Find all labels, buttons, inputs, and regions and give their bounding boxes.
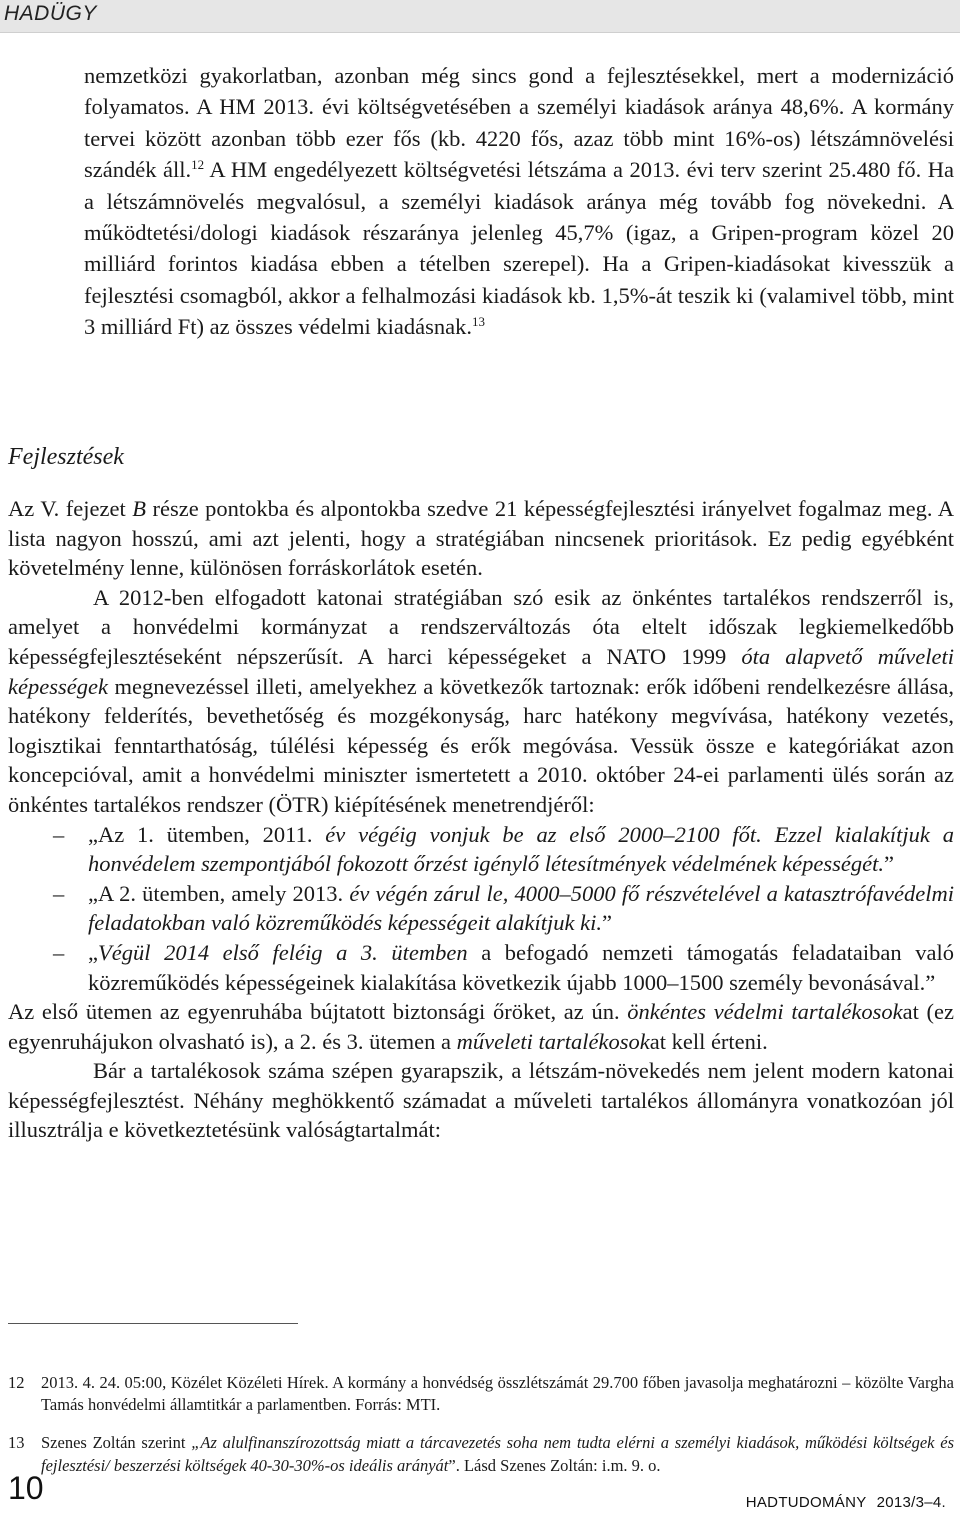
intro-text-part2: A HM engedélyezett költségvetési létszáma a 2013. évi terv szerint 25.480 fő. Ha a létszámnövelés megvalósul, a személyi kiadások aránya még tovább fog növekedni. A működtetési/dologi kiadások részaránya jelenleg 45,7% (igaz, a Gripen-program közel 20 milliárd forintos kiadása ebben a tételben szerepel). Ha a Gripen-kiadásokat kivesszük a fejlesztési csomagból, akkor a felhalmozási kiadások kb. 1,5%-át teszik ki (valamivel több, mint 3 milliárd Ft) az összes védelmi kiadásnak. (84, 157, 954, 340)
journal-name: HADTUDOMÁNY (745, 1494, 867, 1511)
footnote-divider (8, 1323, 298, 1324)
item2-text-c: ” (602, 910, 613, 936)
paragraph-2 (8, 583, 954, 820)
item3-text-a: „ (88, 939, 98, 965)
p2-text-a: A 2012-ben elfogadott katonai stratégiában szó esik az önkéntes tartalékos rendszerről is, amelyet a honvédelmi kormányzat a rendszerváltozás óta eltelt időszak legkiemelkedőbb képességfejlesztéseként népszerűsít. A harci képességeket a NATO 1999 (8, 584, 954, 669)
header-label: HADÜGY (4, 2, 97, 25)
item2-text-a: „A 2. ütemben, amely 2013. (88, 880, 350, 906)
journal-footer (736, 1494, 946, 1511)
footnote-number: 13 (8, 1433, 25, 1453)
paragraph-3 (8, 997, 954, 1056)
p1-text-b: B (132, 496, 146, 521)
p2-text-c: megnevezéssel illeti, amelyekhez a következők tartoznak: erők időbeni rendelkezésre állása, hatékony felderítés, bevethetőség és mozgékonyság, harc hatékony megvívása, hatékony vezetés, logisztikai fenntarthatóság, túlélési képesség és erők megóvása. Vessük össze e kategóriákat azon koncepcióval, amit a honvédelmi miniszter ismertetett a 2010. október 24-ei parlamenti ülés során az önkéntes tartalékos rendszer (ÖTR) kiépítésének menetrendjéről: (8, 673, 954, 817)
footnote-ref-13: 13 (472, 314, 486, 330)
p3-text-a: Az első ütemen az egyenruhába bújtatott biztonsági őröket, az ún. (8, 999, 628, 1025)
fn13-text-a: Szenes Zoltán szerint (41, 1433, 192, 1453)
item3-text-b: Végül 2014 első feléig a 3. ütemben (98, 939, 468, 965)
item2-text-b: év végén zárul le, 4000–5000 fő részvételével a katasztrófavédelmi feladatokban való közreműködés képességeit alakítjuk ki. (88, 880, 954, 936)
intro-paragraph (84, 60, 954, 343)
footnote-number: 12 (8, 1372, 25, 1392)
section-title: Fejlesztések (8, 444, 124, 470)
footnotes (8, 1355, 954, 1477)
fn13-text-b: „Az alulfinanszírozottság miatt a tárcavezetés soha nem tudta elérni a személyi kiadások, működési költségek és fejlesztési/ beszerzési költségek 40-30-30%-os ideális arányát (41, 1433, 954, 1475)
item3-text-c: a befogadó nemzeti támogatás feladataiban való közreműködés képességeinek kialakítása következik újabb 1000–1500 személy bevonásával.” (88, 939, 954, 995)
running-header (0, 0, 960, 33)
dash-marker: – (53, 821, 65, 847)
p3-text-e: at kell érteni. (649, 1028, 768, 1054)
paragraph-4: Bár a tartalékosok száma szépen gyarapszik, a létszám-növekedés nem jelent modern katonai képességfejlesztést. Néhány meghökkentő számadat a műveleti tartalékos állományra vonatkozóan jól illusztrálja e következtetésünk valóságtartalmát: (8, 1058, 954, 1143)
dash-marker: – (53, 939, 65, 965)
p3-text-d: műveleti tartalékosok (456, 1028, 650, 1054)
intro-text-part1: nemzetközi gyakorlatban, azonban még sincs gond a fejlesztésekkel, mert a modernizáció folyamatos. A HM 2013. évi költségvetésében a személyi kiadások aránya 48,6%. A kormány tervei között azonban több ezer fős (kb. 4220 fős, azaz több mint 16%-os) létszámnövelési szándék áll. (84, 63, 954, 183)
footnote-12 (8, 1372, 954, 1416)
body-text (8, 494, 954, 1145)
paragraph-1 (8, 494, 954, 583)
list-item-3 (8, 938, 954, 997)
p1-text-a: Az V. fejezet (8, 496, 133, 521)
dash-marker: – (53, 880, 65, 906)
footnote-text: 2013. 4. 24. 05:00, Közélet Közéleti Hírek. A kormány a honvédség összlétszámát 29.700 főben javasolja meghatározni – közölte Vargha Tamás honvédelmi államtitkár a parlamentben. Forrás: MTI. (41, 1372, 954, 1414)
item1-text-b: év végéig vonjuk be az első 2000–2100 főt. Ezzel kialakítjuk a honvédelem szempontjából fokozott őrzést igénylő létesítmények védelmének képességét. (88, 821, 954, 877)
list-item-1 (8, 820, 954, 879)
item1-text-a: „Az 1. ütemben, 2011. (88, 821, 326, 847)
intro-text (84, 60, 954, 343)
item1-text-c: ” (883, 851, 894, 877)
list-item-2 (8, 879, 954, 938)
footnote-ref-12: 12 (191, 157, 205, 173)
p3-text-c: at (ez egyenruhájukon olvasható is), a 2. és 3. ütemen a (8, 999, 954, 1054)
fn13-text-c: ”. Lásd Szenes Zoltán: i.m. 9. o. (448, 1455, 661, 1475)
p2-text-b: óta alapvető műveleti képességek (8, 643, 954, 699)
journal-issue: 2013/3–4. (876, 1494, 946, 1511)
page-number: 10 (8, 1470, 44, 1506)
p1-text-c: része pontokba és alpontokba szedve 21 képességfejlesztési irányelvet fogalmaz meg. A lista nagyon hosszú, ami azt jelenti, hogy a stratégiában nincsenek prioritások. Ez pedig egyébként követelmény lenne, különösen forráskorlátok esetén. (8, 496, 955, 581)
p3-text-b: önkéntes védelmi tartalékosok (627, 999, 903, 1025)
footnote-13 (8, 1432, 954, 1476)
